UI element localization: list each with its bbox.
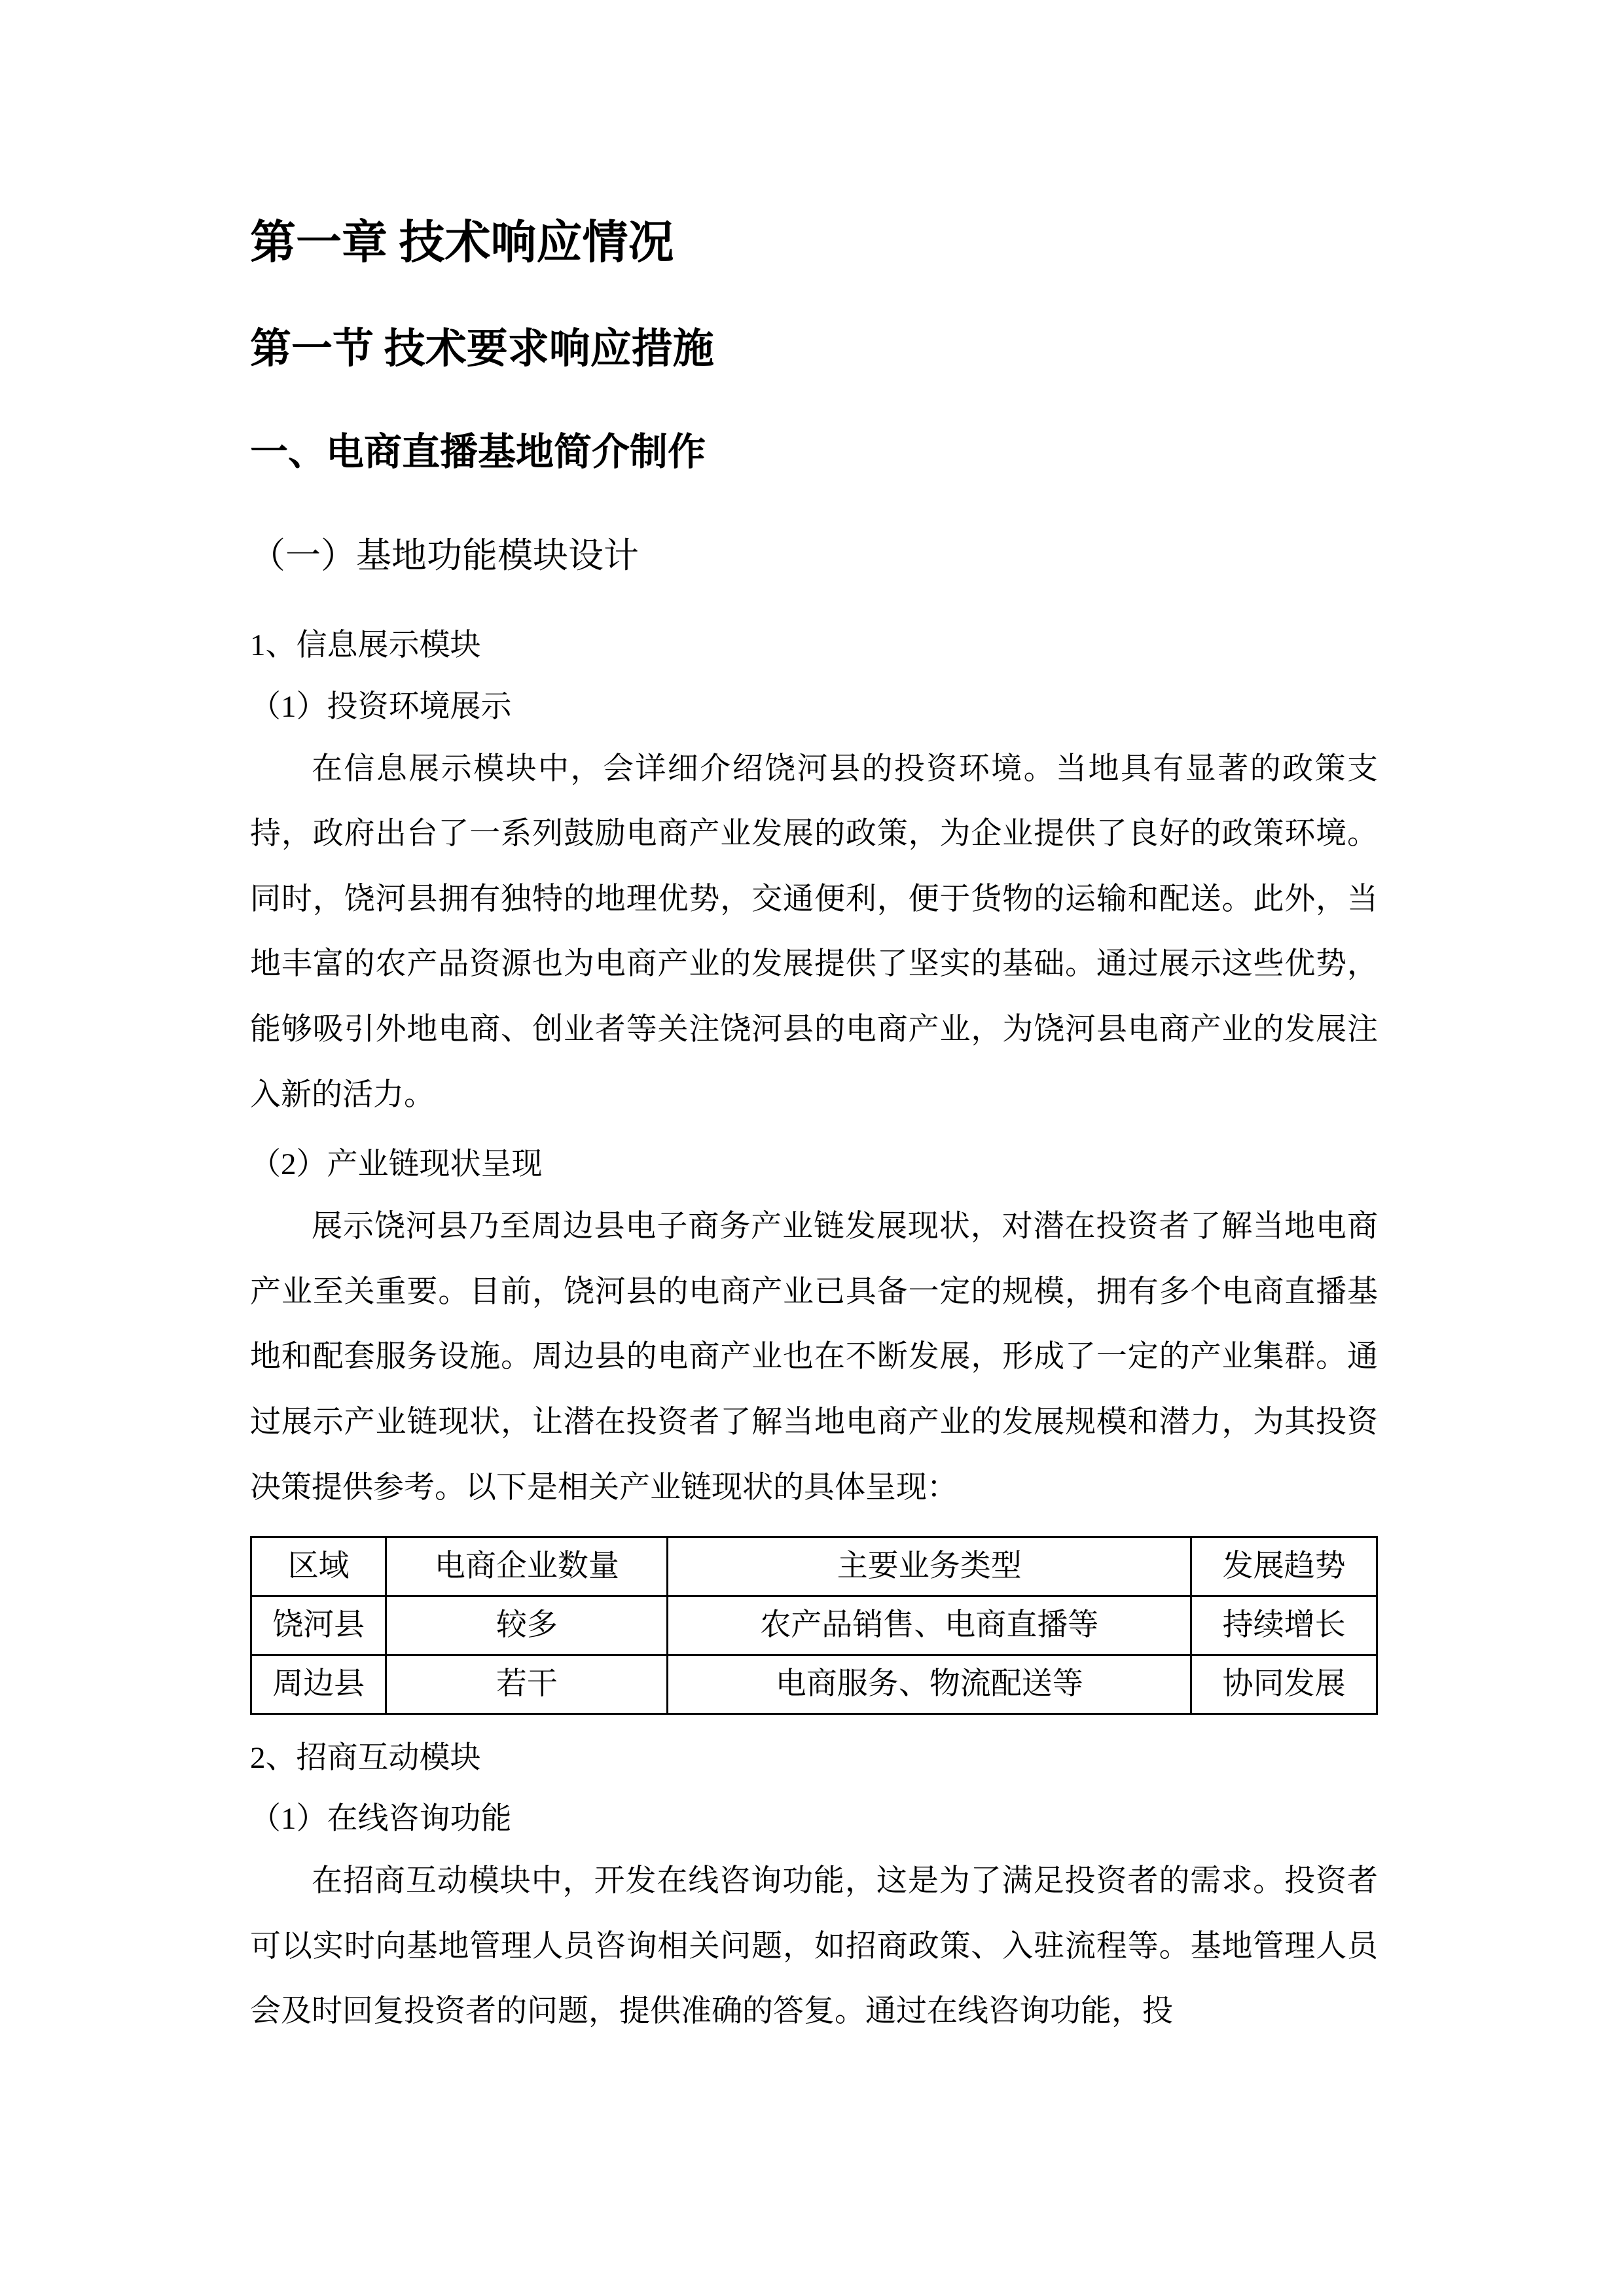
industry-chain-heading: （2）产业链现状呈现 — [250, 1147, 543, 1182]
industry-chain-paragraph: 展示饶河县乃至周边县电子商务产业链发展现状，对潜在投资者了解当地电商产业至关重要。目前，饶河县的电商产业已具备一定的规模，拥有多个电商直播基地和配套服务设施。周边县的电商产业也在不断发展，形成了一定的产业集群。通过展示产业链现状，让潜在投资者了解当地电商产业的发展规模和潜力，为其投资决策提供参考。以下是相关产业链现状的具体呈现： — [250, 1210, 1378, 1505]
module-2-heading: 2、招商互动模块 — [250, 1740, 481, 1775]
section-title: 第一节 技术要求响应措施 — [250, 326, 714, 372]
table-cell: 农产品销售、电商直播等 — [668, 1596, 1191, 1655]
table-cell: 协同发展 — [1191, 1655, 1377, 1713]
subsection-title: 一、电商直播基地简介制作 — [250, 430, 706, 473]
investment-env-heading: （1）投资环境展示 — [250, 689, 512, 724]
industry-chain-table — [250, 1536, 1378, 1714]
online-consult-heading: （1）在线咨询功能 — [250, 1802, 512, 1837]
module-1-heading: 1、信息展示模块 — [250, 628, 481, 662]
table-row — [251, 1596, 1377, 1655]
table-header-row — [251, 1537, 1377, 1596]
table-cell: 较多 — [386, 1596, 668, 1655]
table-header-cell: 发展趋势 — [1191, 1537, 1377, 1596]
table-cell: 持续增长 — [1191, 1596, 1377, 1655]
table-cell: 电商服务、物流配送等 — [668, 1655, 1191, 1713]
table-cell: 若干 — [386, 1655, 668, 1713]
table-header-cell: 主要业务类型 — [668, 1537, 1191, 1596]
table-cell: 周边县 — [251, 1655, 386, 1713]
table-cell: 饶河县 — [251, 1596, 386, 1655]
table-header-cell: 电商企业数量 — [386, 1537, 668, 1596]
table-header-cell: 区域 — [251, 1537, 386, 1596]
table-row — [251, 1655, 1377, 1713]
online-consult-paragraph: 在招商互动模块中，开发在线咨询功能，这是为了满足投资者的需求。投资者可以实时向基地管理人员咨询相关问题，如招商政策、入驻流程等。基地管理人员会及时回复投资者的问题，提供准确的答复。通过在线咨询功能，投 — [250, 1864, 1378, 2029]
chapter-title: 第一章 技术响应情况 — [250, 218, 674, 268]
block-title: （一）基地功能模块设计 — [250, 536, 639, 576]
investment-env-paragraph: 在信息展示模块中，会详细介绍饶河县的投资环境。当地具有显著的政策支持，政府出台了一系列鼓励电商产业发展的政策，为企业提供了良好的政策环境。同时，饶河县拥有独特的地理优势，交通便利，便于货物的运输和配送。此外，当地丰富的农产品资源也为电商产业的发展提供了坚实的基础。通过展示这些优势，能够吸引外地电商、创业者等关注饶河县的电商产业，为饶河县电商产业的发展注入新的活力。 — [250, 751, 1378, 1112]
